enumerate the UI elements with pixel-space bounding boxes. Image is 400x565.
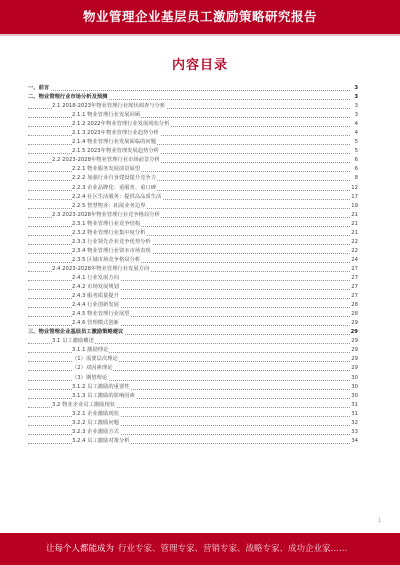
toc-entry-label: 2.1.5 2023年物业管理发展趋势分析: [72, 148, 159, 155]
toc-entry-page: 29: [350, 329, 358, 336]
toc-entry-label: 2.4.2 市场发展规划: [72, 284, 119, 291]
toc-entry[interactable]: [28, 202, 358, 211]
toc-entry[interactable]: [28, 328, 358, 337]
toc-entry[interactable]: [28, 165, 358, 174]
toc-entry-label: 3.1.3 员工激励的影响因素: [72, 392, 135, 399]
toc-entry[interactable]: [28, 410, 358, 419]
table-of-contents: [28, 84, 358, 446]
toc-entry-page: 5: [354, 148, 358, 155]
toc-entry-page: 32: [351, 419, 358, 426]
toc-entry[interactable]: [28, 374, 358, 383]
toc-entry[interactable]: [28, 337, 358, 346]
toc-entry[interactable]: [28, 428, 358, 437]
toc-entry-label: 2.1 2018-2023年物业管理行业现状调查与分析: [52, 103, 166, 110]
toc-entry-page: 3: [354, 112, 358, 119]
toc-entry-label: 2.1.2 2022年物业管理行业发展现状分析: [72, 121, 170, 128]
toc-entry-page: 3: [354, 103, 358, 110]
toc-entry[interactable]: [28, 292, 358, 301]
toc-entry-label: 3.2.4 员工激励对策分析: [72, 437, 130, 444]
toc-entry-page: 17: [351, 193, 358, 200]
toc-entry[interactable]: [28, 120, 358, 129]
toc-entry-label: 3.1 员工激励概述: [52, 338, 94, 345]
toc-entry-label: 3.1.2 员工激励的重要性: [72, 383, 130, 390]
toc-entry[interactable]: [28, 301, 358, 310]
toc-entry-page: 19: [351, 202, 358, 209]
toc-entry-page: 12: [351, 184, 358, 191]
toc-entry-page: 3: [354, 85, 358, 91]
toc-leader-dots: [28, 90, 350, 91]
toc-entry[interactable]: [28, 437, 358, 446]
toc-entry[interactable]: [28, 138, 358, 147]
toc-entry-label: 2.4.1 行业发展方向: [72, 274, 119, 281]
header-stripe: [0, 34, 400, 36]
toc-entry-page: 8: [354, 175, 358, 182]
toc-entry-label: 2.2.2 加强行业自身建设提升竞争力: [72, 175, 157, 182]
toc-entry[interactable]: [28, 184, 358, 193]
toc-entry[interactable]: [28, 274, 358, 283]
toc-entry[interactable]: [28, 310, 358, 319]
report-header: [0, 0, 400, 36]
toc-entry-label: 2.2 2023-2028年物业管理行业市场前景分析: [52, 157, 160, 164]
toc-entry-page: 21: [351, 220, 358, 227]
toc-entry-page: 5: [354, 139, 358, 146]
toc-entry-page: 30: [351, 392, 358, 399]
toc-entry-page: 21: [351, 211, 358, 218]
toc-entry-page: 6: [354, 157, 358, 164]
toc-entry-label: 2.3.1 物业管理行业竞争结构: [72, 220, 141, 227]
toc-entry[interactable]: [28, 111, 358, 120]
toc-entry-page: 28: [351, 302, 358, 309]
toc-entry-label: 2.3.4 物业管理行业资本市场表现: [72, 247, 151, 254]
toc-entry-page: 22: [351, 247, 358, 254]
toc-entry[interactable]: [28, 355, 358, 364]
toc-entry-page: 29: [351, 347, 358, 354]
toc-entry-label: 2.3.2 物业管理行业集中度分析: [72, 229, 146, 236]
toc-entry-page: 27: [351, 284, 358, 291]
toc-entry-label: 2.4.3 服务质量提升: [72, 293, 119, 300]
toc-entry[interactable]: [28, 220, 358, 229]
toc-entry-page: 29: [351, 356, 358, 363]
toc-entry-page: 29: [351, 365, 358, 372]
footer-banner: [0, 533, 400, 565]
toc-entry[interactable]: [28, 211, 358, 220]
toc-entry[interactable]: [28, 247, 358, 256]
toc-entry-label: 2.2.4 社区生活服务：提供高品质生活: [72, 193, 162, 200]
toc-entry-label: 2.2.1 物业服务发展前景展望: [72, 166, 141, 173]
toc-entry[interactable]: [28, 229, 358, 238]
toc-entry-page: 27: [351, 274, 358, 281]
toc-entry[interactable]: [28, 256, 358, 265]
toc-entry-label: （2）双因素理论: [72, 365, 113, 372]
toc-entry-label: 一、前言: [28, 85, 50, 91]
toc-entry-label: 2.1.4 物业管理行业发展面临的问题: [72, 139, 157, 146]
toc-entry-label: 2.3.5 区域市场竞争格局分析: [72, 256, 141, 263]
toc-entry-label: 2.3 2023-2028年物业管理行业竞争格局分析: [52, 211, 160, 218]
toc-entry-page: 30: [351, 374, 358, 381]
toc-entry-label: 2.2.3 企业品牌化：重服务、重口碑: [72, 184, 157, 191]
toc-entry[interactable]: [28, 401, 358, 410]
toc-heading: 内容目录: [171, 58, 228, 73]
toc-entry-label: 2.1.3 2023年物业管理行业趋势分析: [72, 130, 159, 137]
toc-entry[interactable]: [28, 346, 358, 355]
toc-entry[interactable]: [28, 319, 358, 328]
toc-entry-label: 2.4.5 物业管理行业展望: [72, 311, 130, 318]
toc-entry-page: 33: [351, 428, 358, 435]
toc-entry[interactable]: [28, 265, 358, 274]
toc-entry-label: 三、物业管理企业基层员工激励策略建议: [28, 329, 124, 336]
toc-entry-page: 30: [351, 383, 358, 390]
toc-entry-label: 3.2.2 员工激励问题: [72, 419, 119, 426]
toc-entry-label: 2.4 2023-2028年物业管理行业发展方向: [52, 265, 150, 272]
toc-entry-page: 6: [354, 166, 358, 173]
toc-entry[interactable]: [28, 84, 358, 93]
toc-entry[interactable]: [28, 283, 358, 292]
toc-entry[interactable]: [28, 156, 358, 165]
report-title: 物业管理企业基层员工激励策略研究报告: [82, 9, 317, 24]
toc-entry[interactable]: [28, 392, 358, 401]
toc-entry-page: 29: [351, 320, 358, 327]
toc-entry[interactable]: [28, 147, 358, 156]
toc-entry-label: （1）需要层次理论: [72, 356, 118, 363]
toc-entry[interactable]: [28, 174, 358, 183]
footer-slogan-right: 行业专家、管理专家、营销专家、战略专家、成功企业家……: [118, 544, 348, 554]
toc-entry-page: 29: [351, 338, 358, 345]
toc-entry[interactable]: [28, 383, 358, 392]
toc-entry[interactable]: [28, 129, 358, 138]
toc-entry[interactable]: [28, 193, 358, 202]
toc-entry-label: 3.2.3 企业激励方式: [72, 428, 119, 435]
toc-entry-label: 二、物业管理行业市场分析及预测: [28, 94, 108, 101]
toc-entry-label: 2.1.1 物业管理行业发展回顾: [72, 112, 141, 119]
toc-entry-page: 27: [351, 293, 358, 300]
toc-entry-label: 2.2.5 智慧物业：拓展业务边界: [72, 202, 146, 209]
toc-entry-page: 28: [351, 311, 358, 318]
toc-entry-page: 34: [351, 437, 358, 444]
toc-entry[interactable]: [28, 238, 358, 247]
toc-entry-label: 3.1.1 激励理论: [72, 347, 109, 354]
toc-entry-label: 3.2 物业企业员工激励现状: [52, 401, 116, 408]
toc-entry-page: 31: [351, 410, 358, 417]
toc-entry-page: 21: [351, 229, 358, 236]
toc-entry-label: （3）期望理论: [72, 374, 108, 381]
toc-entry-page: 4: [354, 130, 358, 137]
toc-entry[interactable]: [28, 364, 358, 373]
toc-entry-label: 3.2.1 企业激励现状: [72, 410, 119, 417]
toc-entry-page: 22: [351, 238, 358, 245]
toc-entry[interactable]: [28, 93, 358, 102]
footer-slogan-left: 让每个人都能成为: [46, 544, 115, 554]
page-number: 1: [378, 518, 382, 524]
toc-entry-page: 4: [354, 121, 358, 128]
toc-entry-page: 27: [351, 265, 358, 272]
toc-entry-label: 2.3.3 行业领先企业竞争优势分析: [72, 238, 151, 245]
toc-entry-page: 3: [354, 94, 358, 101]
toc-entry[interactable]: [28, 419, 358, 428]
toc-entry-page: 24: [351, 256, 358, 263]
toc-entry-page: 31: [351, 401, 358, 408]
toc-entry-label: 2.4.4 行业创新发展: [72, 302, 119, 309]
toc-entry[interactable]: [28, 102, 358, 111]
toc-entry-label: 2.4.6 管理模式创新: [72, 320, 119, 327]
